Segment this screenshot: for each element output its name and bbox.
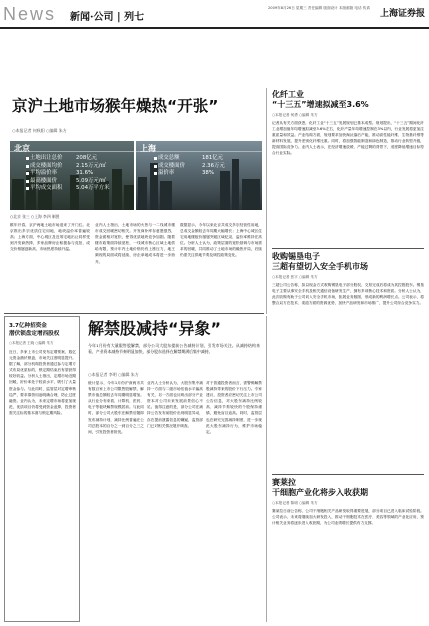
stat-row: 成交楼面均价 2.15万元/㎡ — [30, 163, 132, 171]
right-headline-2: 收购锡垦电子 三超有望切入安全手机市场 — [272, 252, 368, 271]
lead-byline: ○本报记者 何秋阳 ○编辑 朱方 — [12, 128, 67, 133]
right-byline-1: ○本报记者 何勇 ○编辑 朱方 — [272, 113, 318, 117]
right-headline-1: 化纤工业 “十三五”增速拟减至3.6% — [272, 90, 369, 109]
second-body-col1: 统计显示，今年1月份沪深两市共有数百家上市公司限售股解禁，解禁市值总额较去年同期明显增加。从行业分布来看，计算机、医药、电子等板块解禁规模居前。与此同时，部分公司大股东在解禁后随即发布减持计划，减持比例普遍在公司总股本的百分之一到百分之三之间，引发投资者担忧。 — [88, 381, 144, 434]
stat-row: 成交楼面价 2.36万元 — [158, 163, 260, 171]
masthead-rule — [0, 27, 429, 29]
section-rule — [4, 313, 264, 314]
photo-label-shanghai: 上海 — [140, 144, 156, 153]
stat-row: 最高楼面价 5.09万元/㎡ — [30, 178, 132, 186]
column-rule — [266, 88, 267, 314]
sidebar-story — [4, 316, 80, 622]
sidebar-headline: 3.7亿种招资金 潜伏锁盘定增西股权 — [9, 323, 60, 337]
lead-body-col3: 数据显示，今年以来北京共成交多宗经营性用地，总成交金额较去年同期大幅增长；上海中心城区住宅用地楼板价屡屡突破区域纪录，溢价率维持在高位。分析人士认为，政策层面的宽松基调与市场需求的回暖，共同推动了土地市场的燥热开局，后续仍需关注供地节奏及调控政策变化。 — [180, 223, 262, 258]
lead-headline: 京沪土地市场猴年燥热“开张” — [12, 97, 219, 115]
right-body-1: 记者从有关方面获悉，化纤工业“十三五”发展规划已基本成型。规划提出，“十三五”期间化纤工业增加值年均增速拟减至3.6%左右，化纤产量年均增速控制在3%以内，行业发展将更加注重质量和效益。产业结构方面，规划要求加快淘汰落后产能，推动高性能纤维、生物基纤维等新材料发展，提升差别化纤维比重。同时，将加强智能制造和绿色制造，推动行业转型升级，提高国际竞争力。业内人士表示，在经济增速放缓、产能过剩的背景下，适度降低增速目标符合行业实际。 — [272, 121, 424, 156]
stat-row: 平均溢价率 31.6% — [30, 170, 132, 178]
right-body-3: 赛莱拉日前公告称，公司干细胞相关产品研发取得重要进展，部分项目已进入临床试验阶段。公司表示，未来将继续加大研发投入，推动干细胞技术在医疗、美容等领域的产业化应用，预计相关业务将逐步进入收获期，为公司业绩增长提供有力支撑。 — [272, 509, 424, 526]
right-byline-2: ○本报记者 张宇 ○编辑 朱方 — [272, 275, 318, 279]
second-body-col3: 对于普通投资者而言，需警惕解禁股减持带来的股价下行压力。专家建议，投资者应密切关注上市公司公告信息，对大股东减持比例较高、减持节奏较快的个股保持谨慎，避免盲目追高。同时，监管层也在研究完善减持制度，进一步规范大股东减持行为，维护市场稳定。 — [206, 381, 262, 434]
sidebar-body: 近日，多家上市公司发布定增预案，数亿元资金潜伏锁盘，市场关注度明显提升。据了解，部分机构投资者通过参与定增方式布局优质标的，锁定期结束后有望获得较好收益。分析人士指出，定增市场近期回暖，折价率处于较高水平，吸引了大量资金参与。与此同时，监管层对定增审核趋严，要求募资用途明确合理，防止过度融资。业内认为，未来定增市场将更加规范，优质项目仍将受到资金追捧，投资者需关注标的基本面与锁定期风险。 — [9, 350, 76, 415]
masthead-logo: 上海证券报 — [379, 9, 425, 19]
right-body-2: 三超公司公告称，拟以现金方式收购锡垦电子部分股权，交易完成后将成为其控股股东。锡垦电子主要从事安全手机及相关通信设备研发生产，拥有多项核心技术和资质。分析人士认为，此次收购有助于公司切入安全手机市场，拓展业务版图，形成新的利润增长点。公司表示，将整合双方在技术、渠道方面的资源优势，加快产品研发和市场推广，提升公司综合竞争实力。 — [272, 283, 424, 306]
shanghai-stats — [158, 155, 260, 178]
lead-photo — [10, 141, 262, 210]
right-rule-1 — [272, 248, 424, 249]
masthead — [0, 0, 429, 26]
stat-row: 土地出让总价 208亿元 — [30, 155, 132, 163]
lead-body-col2: 业内人士指出，土地市场的火热与一二线城市楼市成交回暖密切相关。开发商补库存意愿强烈，资金面相对宽松，使得优质地块竞争加剧。随着楼市政策面持续宽松，一线城市核心区域土地供给有限，预计年内土地价格仍有上涨压力，地王频现的局面或将延续，房企拿地成本将进一步抬升。 — [95, 223, 175, 264]
masthead-brand: News — [3, 4, 57, 24]
masthead-info: 2009年8月26日 星期三 责任编辑 版面设计 本版邮箱 电话 传真 — [268, 6, 370, 10]
column-rule — [266, 316, 267, 622]
beijing-stats — [30, 155, 132, 193]
second-body-col2: 业内人士分析认为，大股东集中减持一方面与二级市场估值水平偏高有关，另一方面也反映出部分产业资本对公司未来发展前景信心不足。值得注意的是，部分公司在减持公告发布前股价出现明显异动，存在提前泄露信息的嫌疑，监管部门已对相关情况展开调查。 — [147, 381, 203, 428]
masthead-section: 新闻·公司 | 列七 — [70, 12, 145, 23]
second-byline: ○本报记者 李明 ○编辑 朱方 — [88, 372, 139, 377]
stat-row: 平均成交面积 5.04万平方米 — [30, 185, 132, 193]
right-byline-3: ○本报记者 陈明 ○编辑 朱方 — [272, 501, 318, 505]
right-headline-3: 赛莱拉 干细胞产业化将步入收获期 — [272, 478, 368, 497]
stat-row: 成交总额 181亿元 — [158, 155, 260, 163]
photo-caption: ○北京 张三 ○上海 李四 制图 — [10, 214, 60, 219]
sidebar-byline: ○本报记者 王晓 ○编辑 朱方 — [9, 341, 54, 345]
photo-label-beijing: 北京 — [14, 144, 30, 153]
second-deck: 今年1月份有大量限售股解禁，部分公司大股东提前公告减持计划，引发市场关注。从减持结构来看，产业资本减持节奏明显加快，部分股东选择在解禁期满后集中减持。 — [88, 343, 260, 354]
second-headline: 解禁股减持“异象” — [88, 319, 222, 338]
lead-body-col1: 猴年开春，京沪两地土地市场迎来了开门红。北京推出多宗优质住宅用地，地块溢价率普遍较高；上海方面，中心城区及近郊宅地出让同样受到开发商热捧，多家品牌房企积极参与竞拍，成交价格屡创新高，市场热度持续升温。 — [10, 223, 90, 252]
right-rule-2 — [272, 474, 424, 475]
stat-row: 溢价率 38% — [158, 170, 260, 178]
